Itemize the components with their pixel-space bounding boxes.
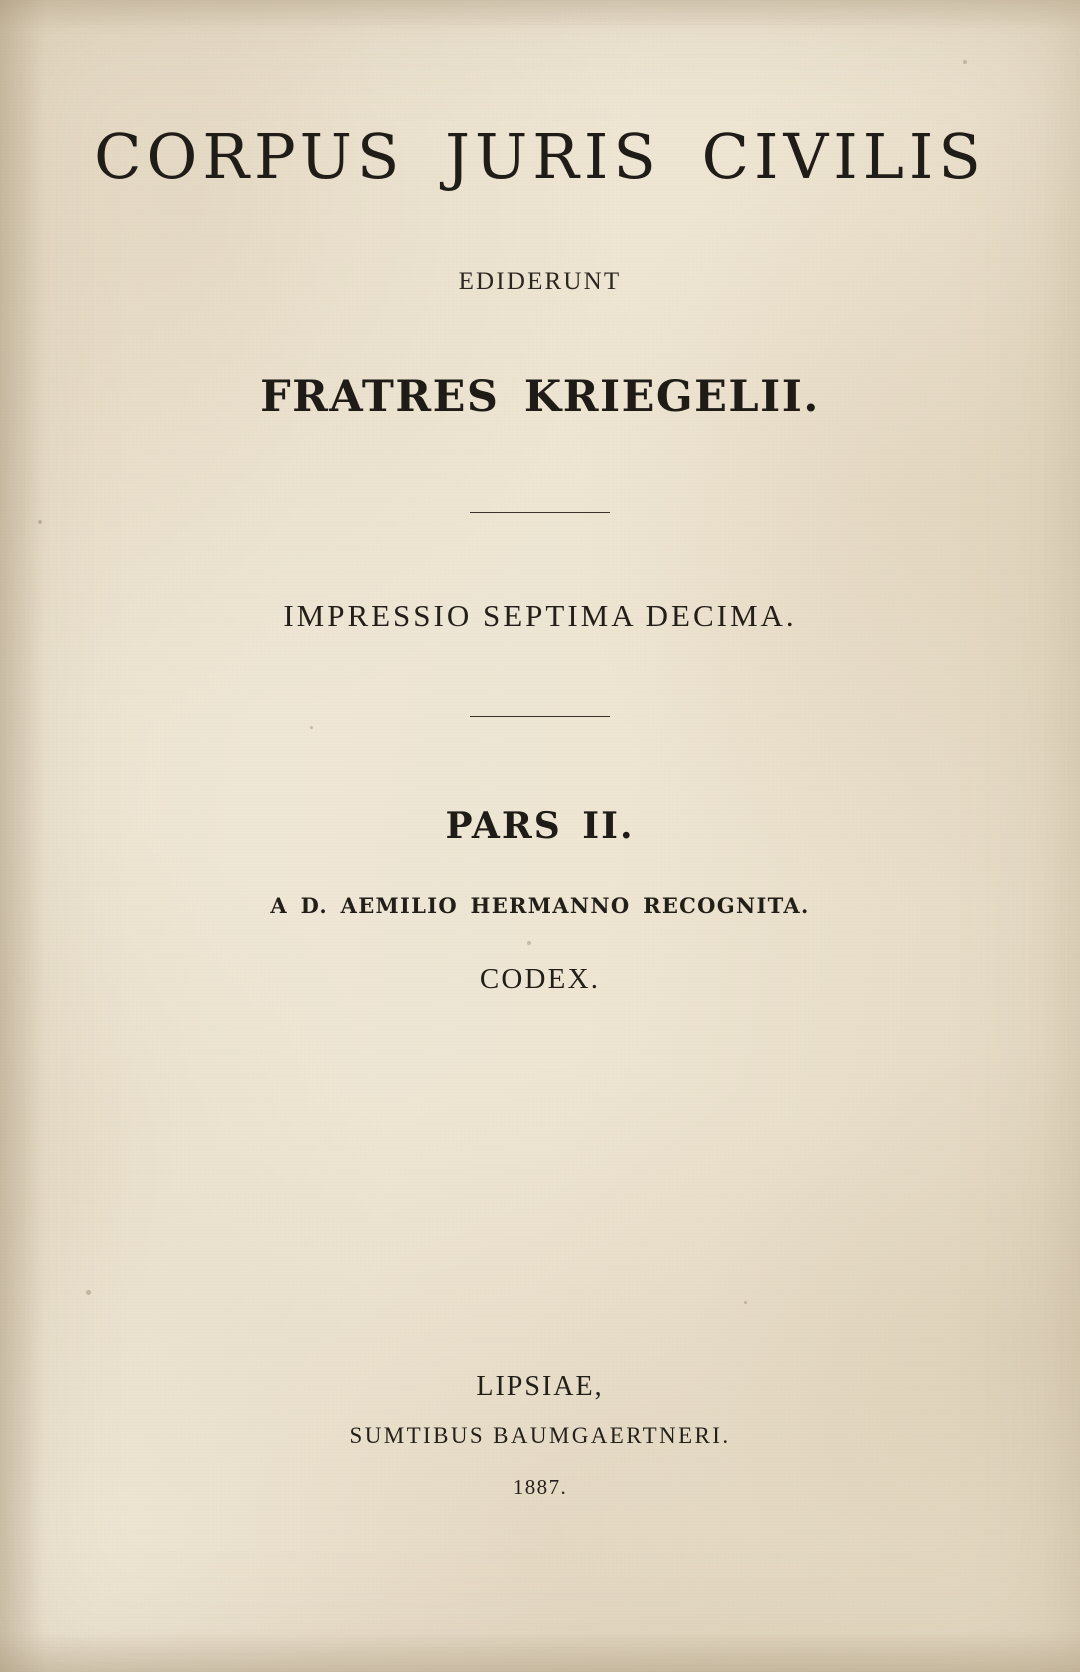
divider-rule-lower bbox=[470, 716, 610, 717]
divider-rule-upper bbox=[470, 512, 610, 513]
imprint-city: LIPSIAE, bbox=[476, 1371, 604, 1402]
imprint-year: 1887. bbox=[512, 1475, 568, 1499]
page-title: CORPUS JURIS CIVILIS bbox=[94, 120, 986, 193]
work-name: CODEX. bbox=[479, 963, 601, 995]
imprint-publisher: SUMTIBUS BAUMGAERTNERI. bbox=[349, 1423, 731, 1448]
edited-by-label: EDIDERUNT bbox=[458, 268, 622, 295]
edition-statement: IMPRESSIO SEPTIMA DECIMA. bbox=[283, 598, 797, 633]
editors-name: FRATRES KRIEGELII. bbox=[260, 372, 820, 422]
part-number: PARS II. bbox=[445, 805, 635, 847]
revised-by-statement: A D. AEMILIO HERMANNO RECOGNITA. bbox=[270, 893, 810, 918]
